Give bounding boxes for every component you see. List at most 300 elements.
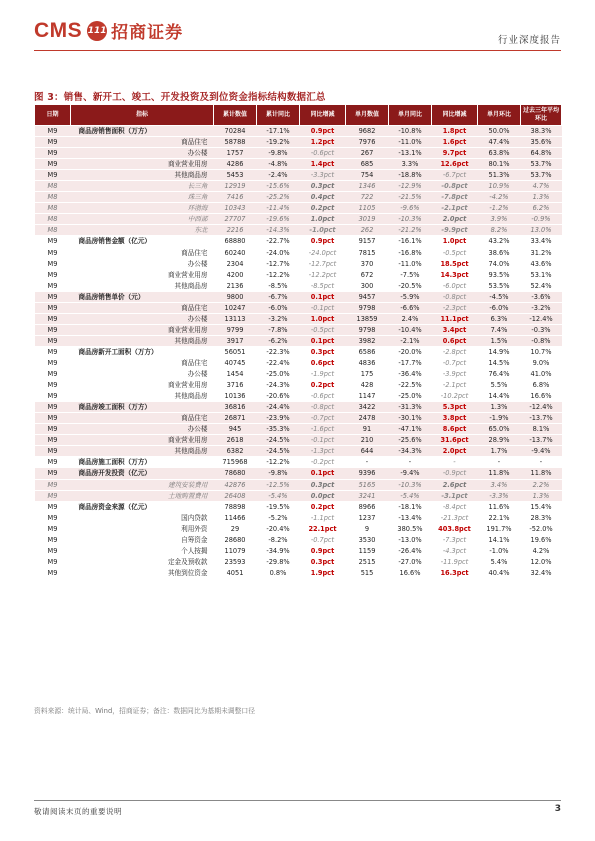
avg-mom-cell: 6.8%	[521, 380, 562, 391]
avg-mom-cell: 32.4%	[521, 567, 562, 578]
table-row	[35, 369, 562, 380]
month-value-cell: 262	[346, 225, 389, 236]
indicator-cell: 商品住宅	[71, 137, 214, 148]
cum-yoy-cell: -9.8%	[257, 468, 300, 479]
month-yoy-change-cell: 12.6pct	[432, 159, 478, 170]
table-row	[35, 335, 562, 346]
month-yoy-change-cell: 9.7pct	[432, 148, 478, 159]
cum-value-cell: 9800	[214, 291, 257, 302]
month-yoy-change-cell: -9.9pct	[432, 225, 478, 236]
avg-mom-cell: 11.8%	[521, 468, 562, 479]
mom-cell: 1.5%	[478, 335, 521, 346]
month-value-cell: 9	[346, 523, 389, 534]
cum-yoy-cell: -22.7%	[257, 236, 300, 247]
month-value-cell: 8966	[346, 501, 389, 512]
month-yoy-change-cell: -	[432, 457, 478, 468]
date-cell: M8	[35, 225, 71, 236]
cum-yoy-change-cell: -3.3pct	[300, 170, 346, 181]
month-yoy-cell: -9.6%	[389, 203, 432, 214]
month-yoy-cell: -	[389, 457, 432, 468]
cum-yoy-change-cell: 1.2pct	[300, 137, 346, 148]
mom-cell: 43.2%	[478, 236, 521, 247]
month-value-cell: 1159	[346, 545, 389, 556]
mom-cell: 1.7%	[478, 446, 521, 457]
mom-cell: 38.6%	[478, 247, 521, 258]
indicator-cell: 商品住宅	[71, 302, 214, 313]
footer-disclaimer: 敬请阅读末页的重要说明	[34, 807, 122, 816]
cum-yoy-change-cell: 0.2pct	[300, 501, 346, 512]
mom-cell: 5.4%	[478, 556, 521, 567]
indicator-cell: 东北	[71, 225, 214, 236]
table-row	[35, 457, 562, 468]
month-value-cell: 2515	[346, 556, 389, 567]
month-value-cell: 300	[346, 280, 389, 291]
month-value-cell: 9798	[346, 302, 389, 313]
month-value-cell: 3019	[346, 214, 389, 225]
report-type-label: 行业深度报告	[497, 35, 561, 46]
col-header-month-value: 单月数值	[346, 105, 389, 126]
source-note: 资料来源：统计局、Wind，招商证券；备注：数据同比为基期未调整口径	[34, 707, 255, 715]
logo-chinese-name: 招商证券	[111, 23, 184, 43]
indicator-cell: 办公楼	[71, 369, 214, 380]
avg-mom-cell: -13.7%	[521, 435, 562, 446]
indicator-cell: 商业营业用房	[71, 269, 214, 280]
month-yoy-cell: -6.6%	[389, 302, 432, 313]
month-yoy-cell: -5.4%	[389, 490, 432, 501]
cum-yoy-change-cell: -0.2pct	[300, 457, 346, 468]
indicator-cell: 商品住宅	[71, 247, 214, 258]
avg-mom-cell: 33.4%	[521, 236, 562, 247]
month-value-cell: 9682	[346, 126, 389, 137]
cum-value-cell: 7416	[214, 192, 257, 203]
table-row	[35, 446, 562, 457]
avg-mom-cell: 8.1%	[521, 424, 562, 435]
avg-mom-cell: 53.7%	[521, 170, 562, 181]
table-row	[35, 435, 562, 446]
mom-cell: 65.0%	[478, 424, 521, 435]
cum-yoy-cell: -14.3%	[257, 225, 300, 236]
figure-title: 图 3：销售、新开工、竣工、开发投资及到位资金指标结构数据汇总	[34, 92, 326, 103]
mom-cell: -6.0%	[478, 302, 521, 313]
date-cell: M9	[35, 335, 71, 346]
mom-cell: 22.1%	[478, 512, 521, 523]
indicator-cell: 办公楼	[71, 258, 214, 269]
month-yoy-cell: -30.1%	[389, 413, 432, 424]
cum-value-cell: 13113	[214, 313, 257, 324]
cum-value-cell: 6382	[214, 446, 257, 457]
table-row	[35, 402, 562, 413]
indicator-cell: 其他商品房	[71, 446, 214, 457]
avg-mom-cell: 19.6%	[521, 534, 562, 545]
indicator-cell: 商业营业用房	[71, 324, 214, 335]
avg-mom-cell: 10.7%	[521, 346, 562, 357]
month-yoy-cell: -20.0%	[389, 346, 432, 357]
cum-yoy-change-cell: 0.9pct	[300, 545, 346, 556]
month-value-cell: 722	[346, 192, 389, 203]
date-cell: M9	[35, 468, 71, 479]
cum-yoy-change-cell: 0.4pct	[300, 192, 346, 203]
date-cell: M9	[35, 567, 71, 578]
mom-cell: 14.1%	[478, 534, 521, 545]
table-row	[35, 159, 562, 170]
month-yoy-cell: -18.8%	[389, 170, 432, 181]
cum-yoy-change-cell: -1.6pct	[300, 424, 346, 435]
month-yoy-change-cell: -7.8pct	[432, 192, 478, 203]
cum-yoy-cell: -22.3%	[257, 346, 300, 357]
month-yoy-cell: -2.1%	[389, 335, 432, 346]
mom-cell: 6.3%	[478, 313, 521, 324]
table-row	[35, 501, 562, 512]
cum-yoy-change-cell: -8.5pct	[300, 280, 346, 291]
month-yoy-change-cell: 403.8pct	[432, 523, 478, 534]
cum-yoy-change-cell: -0.6pct	[300, 148, 346, 159]
table-row	[35, 468, 562, 479]
avg-mom-cell: 12.0%	[521, 556, 562, 567]
month-yoy-change-cell: 2.6pct	[432, 479, 478, 490]
cum-yoy-change-cell: -0.7pct	[300, 413, 346, 424]
indicator-cell: 办公楼	[71, 313, 214, 324]
indicator-cell: 其他商品房	[71, 170, 214, 181]
cum-yoy-cell: -19.5%	[257, 501, 300, 512]
table-row	[35, 170, 562, 181]
cum-yoy-change-cell: -1.3pct	[300, 446, 346, 457]
mom-cell: 11.8%	[478, 468, 521, 479]
avg-mom-cell: 13.0%	[521, 225, 562, 236]
month-yoy-cell: -10.3%	[389, 214, 432, 225]
indicator-cell: 利用外资	[71, 523, 214, 534]
mom-cell: 14.9%	[478, 346, 521, 357]
table-row	[35, 413, 562, 424]
cum-value-cell: 29	[214, 523, 257, 534]
month-yoy-cell: 2.4%	[389, 313, 432, 324]
col-header-month-yoy: 单月同比	[389, 105, 432, 126]
month-value-cell: 1346	[346, 181, 389, 192]
month-yoy-change-cell: -6.0pct	[432, 280, 478, 291]
date-cell: M9	[35, 523, 71, 534]
cum-yoy-cell: -12.2%	[257, 457, 300, 468]
cum-yoy-change-cell: -1.9pct	[300, 369, 346, 380]
table-row	[35, 236, 562, 247]
cum-yoy-change-cell: 0.2pct	[300, 380, 346, 391]
cum-yoy-cell: -8.2%	[257, 534, 300, 545]
month-yoy-change-cell: -21.3pct	[432, 512, 478, 523]
month-yoy-change-cell: -0.9pct	[432, 468, 478, 479]
col-header-mom: 单月环比	[478, 105, 521, 126]
indicator-cell: 办公楼	[71, 148, 214, 159]
table-row	[35, 148, 562, 159]
cum-value-cell: 23593	[214, 556, 257, 567]
cum-yoy-cell: -20.6%	[257, 391, 300, 402]
avg-mom-cell: 6.2%	[521, 203, 562, 214]
cum-yoy-cell: -22.4%	[257, 357, 300, 368]
avg-mom-cell: 43.6%	[521, 258, 562, 269]
cum-yoy-change-cell: -1.0pct	[300, 225, 346, 236]
month-yoy-cell: -7.5%	[389, 269, 432, 280]
cum-value-cell: 58788	[214, 137, 257, 148]
table-row	[35, 391, 562, 402]
indicator-cell: 商品住宅	[71, 413, 214, 424]
mom-cell: 80.1%	[478, 159, 521, 170]
date-cell: M9	[35, 435, 71, 446]
month-yoy-cell: -16.1%	[389, 236, 432, 247]
month-yoy-change-cell: -0.5pct	[432, 247, 478, 258]
avg-mom-cell: 1.3%	[521, 490, 562, 501]
date-cell: M9	[35, 236, 71, 247]
month-yoy-change-cell: -10.2pct	[432, 391, 478, 402]
indicator-cell: 环渤海	[71, 203, 214, 214]
indicator-cell: 商品房新开工面积（万方）	[71, 346, 214, 357]
indicator-cell: 珠三角	[71, 192, 214, 203]
cum-yoy-cell: -19.2%	[257, 137, 300, 148]
mom-cell: 53.5%	[478, 280, 521, 291]
date-cell: M9	[35, 302, 71, 313]
cum-value-cell: 10247	[214, 302, 257, 313]
month-yoy-cell: -25.0%	[389, 391, 432, 402]
indicator-cell: 办公楼	[71, 424, 214, 435]
table-row	[35, 545, 562, 556]
date-cell: M9	[35, 424, 71, 435]
cum-yoy-change-cell: -1.1pct	[300, 512, 346, 523]
cum-value-cell: 40745	[214, 357, 257, 368]
mom-cell: 51.3%	[478, 170, 521, 181]
cum-yoy-change-cell: 1.0pct	[300, 313, 346, 324]
month-yoy-change-cell: 0.6pct	[432, 335, 478, 346]
month-yoy-change-cell: 14.3pct	[432, 269, 478, 280]
month-yoy-change-cell: 31.6pct	[432, 435, 478, 446]
month-yoy-cell: -26.4%	[389, 545, 432, 556]
month-yoy-cell: 3.3%	[389, 159, 432, 170]
avg-mom-cell: -13.7%	[521, 413, 562, 424]
mom-cell: 14.4%	[478, 391, 521, 402]
avg-mom-cell: -	[521, 457, 562, 468]
cum-yoy-change-cell: 0.6pct	[300, 357, 346, 368]
month-yoy-cell: -13.0%	[389, 534, 432, 545]
month-yoy-change-cell: -4.3pct	[432, 545, 478, 556]
month-yoy-cell: -13.1%	[389, 148, 432, 159]
month-value-cell: 4836	[346, 357, 389, 368]
cum-yoy-cell: -34.9%	[257, 545, 300, 556]
avg-mom-cell: 31.2%	[521, 247, 562, 258]
month-yoy-cell: -21.5%	[389, 192, 432, 203]
header-divider	[34, 50, 561, 51]
date-cell: M9	[35, 556, 71, 567]
table-row	[35, 567, 562, 578]
logo-badge-icon: 111	[87, 21, 107, 41]
cum-value-cell: 2216	[214, 225, 257, 236]
col-header-cum-yoy: 累计同比	[257, 105, 300, 126]
month-yoy-change-cell: -2.1pct	[432, 203, 478, 214]
cum-value-cell: 2618	[214, 435, 257, 446]
cum-yoy-change-cell: 0.1pct	[300, 468, 346, 479]
cum-value-cell: 26408	[214, 490, 257, 501]
mom-cell: 3.4%	[478, 479, 521, 490]
cum-value-cell: 4051	[214, 567, 257, 578]
cum-yoy-cell: -3.2%	[257, 313, 300, 324]
table-row	[35, 324, 562, 335]
cum-value-cell: 11079	[214, 545, 257, 556]
cum-value-cell: 5453	[214, 170, 257, 181]
avg-mom-cell: -9.4%	[521, 446, 562, 457]
month-yoy-cell: -13.4%	[389, 512, 432, 523]
mom-cell: 47.4%	[478, 137, 521, 148]
indicator-cell: 自筹资金	[71, 534, 214, 545]
avg-mom-cell: 41.0%	[521, 369, 562, 380]
indicator-cell: 商品房开发投资（亿元）	[71, 468, 214, 479]
cum-value-cell: 56051	[214, 346, 257, 357]
cum-yoy-change-cell: -0.7pct	[300, 534, 346, 545]
cum-yoy-change-cell: -0.6pct	[300, 391, 346, 402]
month-value-cell: 3530	[346, 534, 389, 545]
table-row	[35, 214, 562, 225]
avg-mom-cell: -12.4%	[521, 313, 562, 324]
month-yoy-change-cell: -2.1pct	[432, 380, 478, 391]
cum-yoy-change-cell: 1.0pct	[300, 214, 346, 225]
indicator-cell: 商业营业用房	[71, 380, 214, 391]
cum-yoy-cell: -19.6%	[257, 214, 300, 225]
cum-yoy-cell: -24.5%	[257, 435, 300, 446]
cum-yoy-cell: -5.4%	[257, 490, 300, 501]
cum-yoy-cell: -12.5%	[257, 479, 300, 490]
cum-yoy-cell: -20.4%	[257, 523, 300, 534]
cum-yoy-change-cell: -12.2pct	[300, 269, 346, 280]
avg-mom-cell: 53.1%	[521, 269, 562, 280]
mom-cell: 93.5%	[478, 269, 521, 280]
avg-mom-cell: 38.3%	[521, 126, 562, 137]
cum-value-cell: 60240	[214, 247, 257, 258]
avg-mom-cell: 15.4%	[521, 501, 562, 512]
mom-cell: 76.4%	[478, 369, 521, 380]
cum-yoy-cell: -29.8%	[257, 556, 300, 567]
table-row	[35, 126, 562, 137]
mom-cell: 63.8%	[478, 148, 521, 159]
date-cell: M9	[35, 313, 71, 324]
month-yoy-cell: -18.1%	[389, 501, 432, 512]
month-value-cell: 515	[346, 567, 389, 578]
month-value-cell: 3982	[346, 335, 389, 346]
mom-cell: 3.9%	[478, 214, 521, 225]
month-yoy-change-cell: 16.3pct	[432, 567, 478, 578]
date-cell: M9	[35, 369, 71, 380]
table-row	[35, 523, 562, 534]
table-row	[35, 302, 562, 313]
table-row	[35, 225, 562, 236]
cum-yoy-change-cell: 0.3pct	[300, 479, 346, 490]
month-yoy-change-cell: -0.7pct	[432, 357, 478, 368]
month-value-cell: 3241	[346, 490, 389, 501]
cum-value-cell: 3716	[214, 380, 257, 391]
cum-yoy-cell: -12.7%	[257, 258, 300, 269]
mom-cell: 10.9%	[478, 181, 521, 192]
cum-value-cell: 945	[214, 424, 257, 435]
month-yoy-cell: -12.9%	[389, 181, 432, 192]
avg-mom-cell: 64.8%	[521, 148, 562, 159]
cum-yoy-cell: -15.6%	[257, 181, 300, 192]
mom-cell: 14.5%	[478, 357, 521, 368]
date-cell: M9	[35, 126, 71, 137]
date-cell: M8	[35, 203, 71, 214]
avg-mom-cell: -12.4%	[521, 402, 562, 413]
mom-cell: 8.2%	[478, 225, 521, 236]
table-row	[35, 269, 562, 280]
cum-value-cell: 1454	[214, 369, 257, 380]
cum-yoy-cell: -24.4%	[257, 402, 300, 413]
month-yoy-cell: -9.4%	[389, 468, 432, 479]
table-row	[35, 512, 562, 523]
month-yoy-change-cell: -2.3pct	[432, 302, 478, 313]
month-value-cell: 9457	[346, 291, 389, 302]
mom-cell: -	[478, 457, 521, 468]
month-value-cell: 2478	[346, 413, 389, 424]
col-header-cum-yoy-change: 同比增减	[300, 105, 346, 126]
month-yoy-change-cell: -2.8pct	[432, 346, 478, 357]
month-value-cell: 210	[346, 435, 389, 446]
date-cell: M9	[35, 291, 71, 302]
date-cell: M9	[35, 545, 71, 556]
avg-mom-cell: 1.3%	[521, 192, 562, 203]
month-yoy-cell: -11.0%	[389, 137, 432, 148]
cum-yoy-cell: -12.2%	[257, 269, 300, 280]
cum-yoy-cell: -6.2%	[257, 335, 300, 346]
indicator-cell: 其他商品房	[71, 280, 214, 291]
month-value-cell: 3422	[346, 402, 389, 413]
indicator-cell: 商业营业用房	[71, 435, 214, 446]
month-yoy-cell: -31.3%	[389, 402, 432, 413]
avg-mom-cell: 4.2%	[521, 545, 562, 556]
cum-value-cell: 12919	[214, 181, 257, 192]
summary-table	[34, 104, 562, 579]
indicator-cell: 商品房销售面积（万方）	[71, 126, 214, 137]
month-yoy-change-cell: 5.3pct	[432, 402, 478, 413]
date-cell: M9	[35, 501, 71, 512]
brand-logo	[34, 18, 183, 43]
month-value-cell: 672	[346, 269, 389, 280]
col-header-cum-value: 累计数值	[214, 105, 257, 126]
avg-mom-cell: 9.0%	[521, 357, 562, 368]
month-yoy-cell: -27.0%	[389, 556, 432, 567]
table-row	[35, 280, 562, 291]
month-value-cell: 175	[346, 369, 389, 380]
month-yoy-cell: -47.1%	[389, 424, 432, 435]
month-yoy-cell: -16.8%	[389, 247, 432, 258]
date-cell: M9	[35, 512, 71, 523]
mom-cell: 11.6%	[478, 501, 521, 512]
cum-value-cell: 9799	[214, 324, 257, 335]
col-header-month-yoy-change: 同比增减	[432, 105, 478, 126]
avg-mom-cell: -0.3%	[521, 324, 562, 335]
page-number: 3	[554, 804, 561, 814]
cum-yoy-cell: -7.8%	[257, 324, 300, 335]
mom-cell: 7.4%	[478, 324, 521, 335]
month-yoy-change-cell: -11.9pct	[432, 556, 478, 567]
avg-mom-cell: 2.2%	[521, 479, 562, 490]
col-header-indicator: 指标	[71, 105, 214, 126]
cum-value-cell: 26871	[214, 413, 257, 424]
date-cell: M9	[35, 280, 71, 291]
table-row	[35, 380, 562, 391]
month-yoy-cell: -10.4%	[389, 324, 432, 335]
mom-cell: 74.0%	[478, 258, 521, 269]
table-row	[35, 192, 562, 203]
month-value-cell: 13859	[346, 313, 389, 324]
cum-value-cell: 27707	[214, 214, 257, 225]
month-yoy-change-cell: 1.8pct	[432, 126, 478, 137]
date-cell: M9	[35, 159, 71, 170]
table-row	[35, 181, 562, 192]
table-row	[35, 291, 562, 302]
date-cell: M9	[35, 490, 71, 501]
cum-yoy-cell: -25.2%	[257, 192, 300, 203]
month-yoy-cell: -10.8%	[389, 126, 432, 137]
